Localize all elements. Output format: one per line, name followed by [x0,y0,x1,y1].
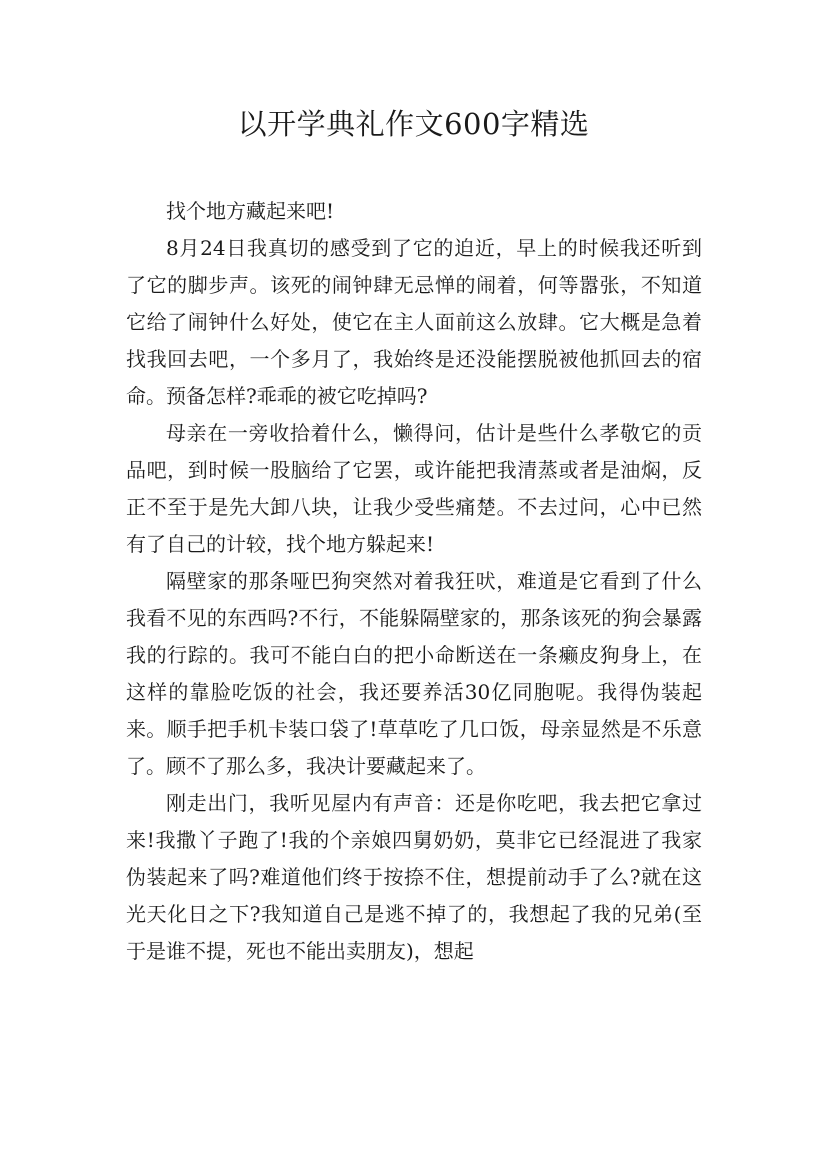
paragraph-5: 刚走出门，我听见屋内有声音：还是你吃吧，我去把它拿过来!我撒丫子跑了!我的个亲娘四舅奶奶，莫非它已经混进了我家伪装起来了吗?难道他们终于按捺不住，想提前动手了么?就在这光天化日之下?我知道自己是逃不掉了的，我想起了我的兄弟(至于是谁不提，死也不能出卖朋友)，想起 [126,791,702,963]
paragraph-1: 找个地方藏起来吧! [166,199,335,223]
document-body [126,193,702,970]
document-title: 以开学典礼作文600字精选 [237,107,590,141]
paragraph-2: 8月24日我真切的感受到了它的迫近，早上的时候我还听到了它的脚步声。该死的闹钟肆无忌惮的闹着，何等嚣张，不知道它给了闹钟什么好处，使它在主人面前这么放肆。它大概是急着找我回去吧，一个多月了，我始终是还没能摆脱被他抓回去的宿命。预备怎样?乖乖的被它吃掉吗? [126,236,702,408]
paragraph-4: 隔壁家的那条哑巴狗突然对着我狂吠，难道是它看到了什么我看不见的东西吗?不行，不能躲隔壁家的，那条该死的狗会暴露我的行踪的。我可不能白白的把小命断送在一条癞皮狗身上，在这样的靠脸吃饭的社会，我还要养活30亿同胞呢。我得伪装起来。顺手把手机卡装口袋了!草草吃了几口饭，母亲显然是不乐意了。顾不了那么多，我决计要藏起来了。 [126,569,702,778]
paragraph-3: 母亲在一旁收拾着什么，懒得问，估计是些什么孝敬它的贡品吧，到时候一股脑给了它罢，或许能把我清蒸或者是油焖，反正不至于是先大卸八块，让我少受些痛楚。不去过问，心中已然有了自己的计较，找个地方躲起来! [126,421,702,556]
